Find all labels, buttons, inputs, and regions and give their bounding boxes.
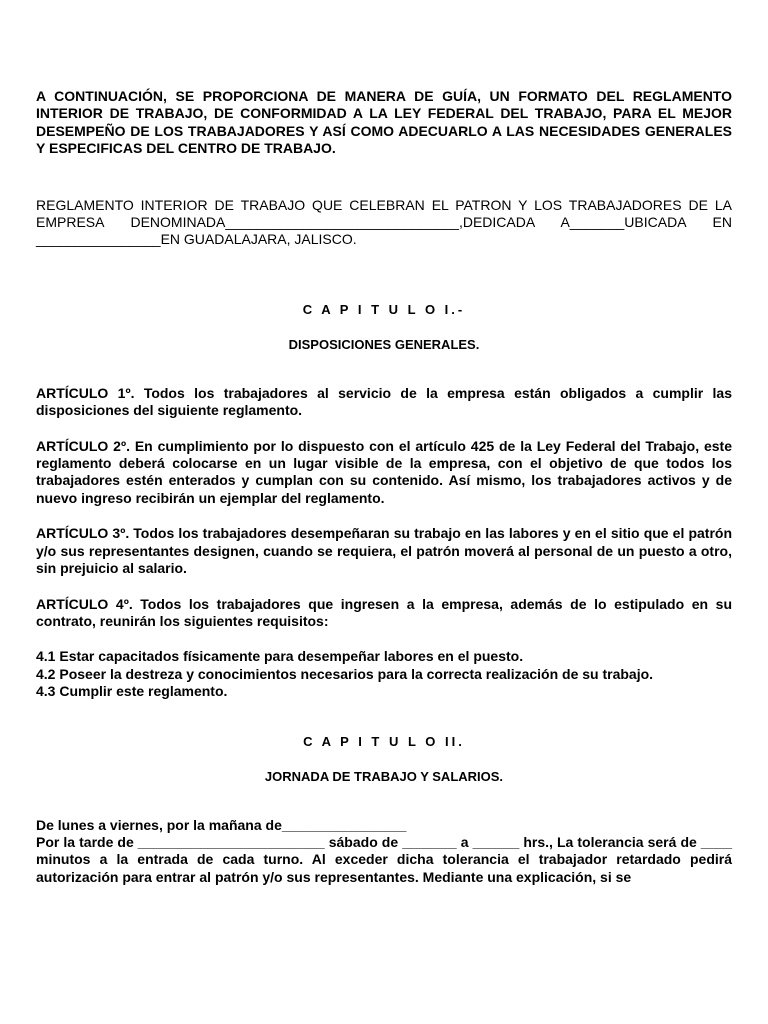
schedule-weekday-line: De lunes a viernes, por la mañana de________________ [36, 816, 407, 833]
article-1: ARTÍCULO 1º. Todos los trabajadores al servicio de la empresa están obligados a cumplir las disposiciones del siguiente reglamento. [36, 384, 732, 419]
schedule-afternoon-text: Por la tarde de ________________________ sábado de _______ a ______ hrs., La tolerancia será de ____ minutos a la entrada de cada turno. Al exceder dicha tolerancia el trabajador retardado pedirá autorización para entrar al patrón y/o sus representantes. Mediante una explicación, si se [36, 833, 732, 885]
chapter-1-title: DISPOSICIONES GENERALES. [288, 336, 480, 352]
chapter-2-heading: C A P I T U L O II. [303, 733, 465, 749]
requirement-item: 4.1 Estar capacitados físicamente para desempeñar labores en el puesto. [36, 648, 524, 665]
requirement-item: 4.2 Poseer la destreza y conocimientos necesarios para la correcta realización de su trabajo. [36, 665, 654, 682]
regulation-header-paragraph: REGLAMENTO INTERIOR DE TRABAJO QUE CELEBRAN EL PATRON Y LOS TRABAJADORES DE LA EMPRESA DENOMINADA______________________________,DEDICADA A_______UBICADA EN ________________EN GUADALAJARA, JALISCO. [36, 196, 732, 248]
intro-paragraph: A CONTINUACIÓN, SE PROPORCIONA DE MANERA DE GUÍA, UN FORMATO DEL REGLAMENTO INTERIOR DE TRABAJO, DE CONFORMIDAD A LA LEY FEDERAL DEL TRABAJO, PARA EL MEJOR DESEMPEÑO DE LOS TRABAJADORES Y ASÍ COMO ADECUARLO A LAS NECESIDADES GENERALES Y ESPECIFICAS DEL CENTRO DE TRABAJO. [36, 88, 732, 157]
chapter-1-heading: C A P I T U L O I.- [302, 301, 466, 317]
article-2: ARTÍCULO 2º. En cumplimiento por lo dispuesto con el artículo 425 de la Ley Federal del Trabajo, este reglamento deberá colocarse en un lugar visible de la empresa, con el objetivo de que todos los trabajadores estén enterados y cumplan con su contenido. Así mismo, los trabajadores activos y de nuevo ingreso recibirán un ejemplar del reglamento. [36, 437, 732, 506]
document-page [36, 88, 732, 886]
chapter-2-title: JORNADA DE TRABAJO Y SALARIOS. [264, 768, 504, 784]
requirement-item: 4.3 Cumplir este reglamento. [36, 683, 228, 700]
schedule-paragraph [36, 817, 732, 887]
article-4: ARTÍCULO 4º. Todos los trabajadores que ingresen a la empresa, además de lo estipulado en su contrato, reunirán los siguientes requisitos: [36, 595, 732, 629]
article-3: ARTÍCULO 3º. Todos los trabajadores desempeñaran su trabajo en las labores y en el sitio que el patrón y/o sus representantes designen, cuando se requiera, el patrón moverá al personal de un puesto a otro, sin prejuicio al salario. [36, 525, 732, 577]
requirements-list [36, 648, 732, 700]
